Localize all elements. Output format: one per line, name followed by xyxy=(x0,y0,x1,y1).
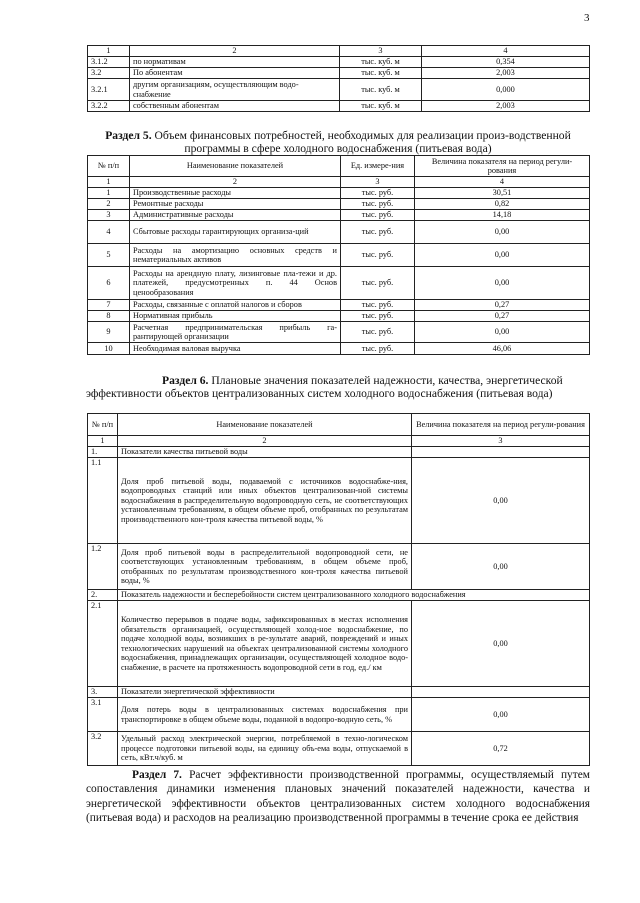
row-name: Ремонтные расходы xyxy=(130,199,341,210)
row-value: 0,82 xyxy=(415,199,590,210)
table-row xyxy=(88,79,590,101)
row-name: другим организациям, осуществляющим водо-снабжение xyxy=(130,79,340,101)
table-row xyxy=(88,221,590,244)
table-row xyxy=(88,458,590,544)
row-name: Показатель надежности и бесперебойности систем централизованного холодного водоснабжения xyxy=(118,590,590,601)
row-value: 14,18 xyxy=(415,210,590,221)
row-unit: тыс. руб. xyxy=(341,210,415,221)
row-name: Доля потерь воды в централизованных системах водоснабжения при транспортировке в общем объеме воды, поданной в водопро-водную сеть, % xyxy=(118,698,412,732)
table-number-row xyxy=(88,436,590,447)
row-number: 2. xyxy=(88,590,118,601)
table-row xyxy=(88,343,590,355)
row-unit: тыс. руб. xyxy=(341,221,415,244)
row-number: 4 xyxy=(88,221,130,244)
row-name: Доля проб питьевой воды в распределительной водопроводной сети, не соответствующих установленным требованиям, в общем объеме проб, отобранных по результатам производственного кон-троля качества питьевой воды, % xyxy=(118,544,412,590)
col-number: 1 xyxy=(88,436,118,447)
row-number: 3.2.1 xyxy=(88,79,130,101)
row-value: 0,72 xyxy=(412,732,590,766)
row-unit: тыс. куб. м xyxy=(340,68,422,79)
table-row xyxy=(88,101,590,112)
row-unit: тыс. руб. xyxy=(341,343,415,355)
table-header-row xyxy=(88,414,590,436)
col-header: № п/п xyxy=(88,414,118,436)
section5-heading xyxy=(86,129,590,155)
row-number: 8 xyxy=(88,311,130,322)
volume-table xyxy=(87,45,590,112)
row-value: 0,354 xyxy=(422,57,590,68)
row-value: 0,00 xyxy=(412,458,590,544)
col-number: 2 xyxy=(130,46,340,57)
row-name: Необходимая валовая выручка xyxy=(130,343,341,355)
row-value xyxy=(412,447,590,458)
row-unit: тыс. куб. м xyxy=(340,101,422,112)
row-number: 5 xyxy=(88,244,130,267)
row-number: 1.1 xyxy=(88,458,118,544)
row-value: 30,51 xyxy=(415,188,590,199)
table-number-row xyxy=(88,177,590,188)
row-name: Доля проб питьевой воды, подаваемой с источников водоснабже-ния, водопроводных станций или иных объектов централизован-ной системы водоснабжения в распределительную водопроводную сеть, не соответствующих установленным требованиям, в общем объеме проб, отобранных по результатам производственного кон-троля качества питьевой воды, % xyxy=(118,458,412,544)
row-name: Расходы на амортизацию основных средств и нематериальных активов xyxy=(130,244,341,267)
section6-heading xyxy=(86,374,592,400)
section6-label: Раздел 6. xyxy=(162,374,209,387)
col-header: Наименование показателей xyxy=(130,156,341,177)
table-row xyxy=(88,687,590,698)
table-row xyxy=(88,68,590,79)
table-row xyxy=(88,311,590,322)
row-value: 0,00 xyxy=(415,221,590,244)
row-name: Нормативная прибыль xyxy=(130,311,341,322)
row-unit: тыс. руб. xyxy=(341,300,415,311)
row-number: 3.1.2 xyxy=(88,57,130,68)
row-unit: тыс. руб. xyxy=(341,311,415,322)
row-number: 3.2 xyxy=(88,732,118,766)
row-unit: тыс. куб. м xyxy=(340,57,422,68)
table-row xyxy=(88,590,590,601)
col-number: 4 xyxy=(422,46,590,57)
section5-label: Раздел 5. xyxy=(105,129,152,142)
section7-title: Расчет эффективности производственной программы, осуществляемый путем сопоставления динамики изменения плановых значений показателей надежности, качества и энергетической эффективности объектов централизованных систем холодного водоснабжения (питьевая вода) и расходов на реализацию производственной программы в течение срока ее действия xyxy=(86,769,590,825)
col-number: 4 xyxy=(415,177,590,188)
row-number: 9 xyxy=(88,322,130,343)
table-header-row xyxy=(88,156,590,177)
row-value xyxy=(412,687,590,698)
row-unit: тыс. руб. xyxy=(341,199,415,210)
row-number: 1.2 xyxy=(88,544,118,590)
row-name: Показатели энергетической эффективности xyxy=(118,687,412,698)
row-name: Количество перерывов в подаче воды, зафиксированных в местах исполнения обязательств организацией, осуществляющей холод-ное водоснабжение, по подаче холодной воды, возникших в ре-зультате аварий, повреждений и иных технологических нарушений на объектах централизованной системы холодного водоснабжения, принадлежащих организации, осуществляющей холодное водо-снабжение, в расчете на протяженность водопроводной сети в год, ед./ км xyxy=(118,601,412,687)
row-unit: тыс. куб. м xyxy=(340,79,422,101)
row-number: 3.2.2 xyxy=(88,101,130,112)
row-name: Показатели качества питьевой воды xyxy=(118,447,412,458)
row-value: 0,000 xyxy=(422,79,590,101)
col-number: 2 xyxy=(130,177,341,188)
col-header: Ед. измере-ния xyxy=(341,156,415,177)
row-value: 2,003 xyxy=(422,101,590,112)
page-number: 3 xyxy=(584,12,590,24)
table-row xyxy=(88,698,590,732)
col-number: 1 xyxy=(88,177,130,188)
reliability-table xyxy=(87,413,590,766)
row-number: 2 xyxy=(88,199,130,210)
table-header-row xyxy=(88,46,590,57)
table-row xyxy=(88,601,590,687)
col-number: 2 xyxy=(118,436,412,447)
row-number: 3.1 xyxy=(88,698,118,732)
section6-title: Плановые значения показателей надежности, качества, энергетической эффективности объектов централизованных систем холодного водоснабжения (питьевая вода) xyxy=(86,374,563,400)
row-unit: тыс. руб. xyxy=(341,322,415,343)
row-name: собственным абонентам xyxy=(130,101,340,112)
row-unit: тыс. руб. xyxy=(341,267,415,300)
table-row xyxy=(88,210,590,221)
row-value: 0,27 xyxy=(415,300,590,311)
col-header: Величина показателя на период регули-рования xyxy=(412,414,590,436)
table-row xyxy=(88,732,590,766)
row-value: 0,00 xyxy=(415,322,590,343)
row-number: 3 xyxy=(88,210,130,221)
row-name: Производственные расходы xyxy=(130,188,341,199)
row-name: По абонентам xyxy=(130,68,340,79)
table-row xyxy=(88,57,590,68)
row-value: 0,00 xyxy=(412,544,590,590)
row-value: 0,00 xyxy=(412,698,590,732)
row-name: Удельный расход электрической энергии, потребляемой в техно-логическом процессе подготовки питьевой воды, на единицу объ-ема воды, отпускаемой в сеть, кВт.ч/куб. м xyxy=(118,732,412,766)
table-row xyxy=(88,300,590,311)
col-number: 3 xyxy=(341,177,415,188)
table-row xyxy=(88,544,590,590)
row-number: 3. xyxy=(88,687,118,698)
row-name: Расходы на арендную плату, лизинговые пла-тежи и др. платежей, предусмотренных п. 44 Основ ценообразования xyxy=(130,267,341,300)
row-unit: тыс. руб. xyxy=(341,188,415,199)
row-number: 10 xyxy=(88,343,130,355)
row-number: 3.2 xyxy=(88,68,130,79)
row-value: 0,27 xyxy=(415,311,590,322)
section7-label: Раздел 7. xyxy=(132,769,182,781)
row-number: 6 xyxy=(88,267,130,300)
col-number: 1 xyxy=(88,46,130,57)
section7-paragraph xyxy=(86,768,590,826)
row-number: 7 xyxy=(88,300,130,311)
col-number: 3 xyxy=(340,46,422,57)
row-value: 0,00 xyxy=(415,267,590,300)
row-value: 0,00 xyxy=(415,244,590,267)
table-row xyxy=(88,322,590,343)
row-value: 2,003 xyxy=(422,68,590,79)
section5-title: Объем финансовых потребностей, необходимых для реализации произ-водственной программы в сфере холодного водоснабжения (питьевая вода) xyxy=(154,129,571,155)
col-header: № п/п xyxy=(88,156,130,177)
table-row xyxy=(88,199,590,210)
table-row xyxy=(88,188,590,199)
financial-table xyxy=(87,155,590,355)
row-unit: тыс. руб. xyxy=(341,244,415,267)
row-number: 1. xyxy=(88,447,118,458)
row-number: 2.1 xyxy=(88,601,118,687)
row-name: Расходы, связанные с оплатой налогов и сборов xyxy=(130,300,341,311)
row-value: 46,06 xyxy=(415,343,590,355)
row-name: Сбытовые расходы гарантирующих организа-ций xyxy=(130,221,341,244)
row-name: Административные расходы xyxy=(130,210,341,221)
table-row xyxy=(88,267,590,300)
row-name: по нормативам xyxy=(130,57,340,68)
col-header: Величина показателя на период регули-рования xyxy=(415,156,590,177)
row-name: Расчетная предпринимательская прибыль га-рантирующей организации xyxy=(130,322,341,343)
col-number: 3 xyxy=(412,436,590,447)
table-row xyxy=(88,244,590,267)
col-header: Наименование показателей xyxy=(118,414,412,436)
table-row xyxy=(88,447,590,458)
row-number: 1 xyxy=(88,188,130,199)
row-value: 0,00 xyxy=(412,601,590,687)
